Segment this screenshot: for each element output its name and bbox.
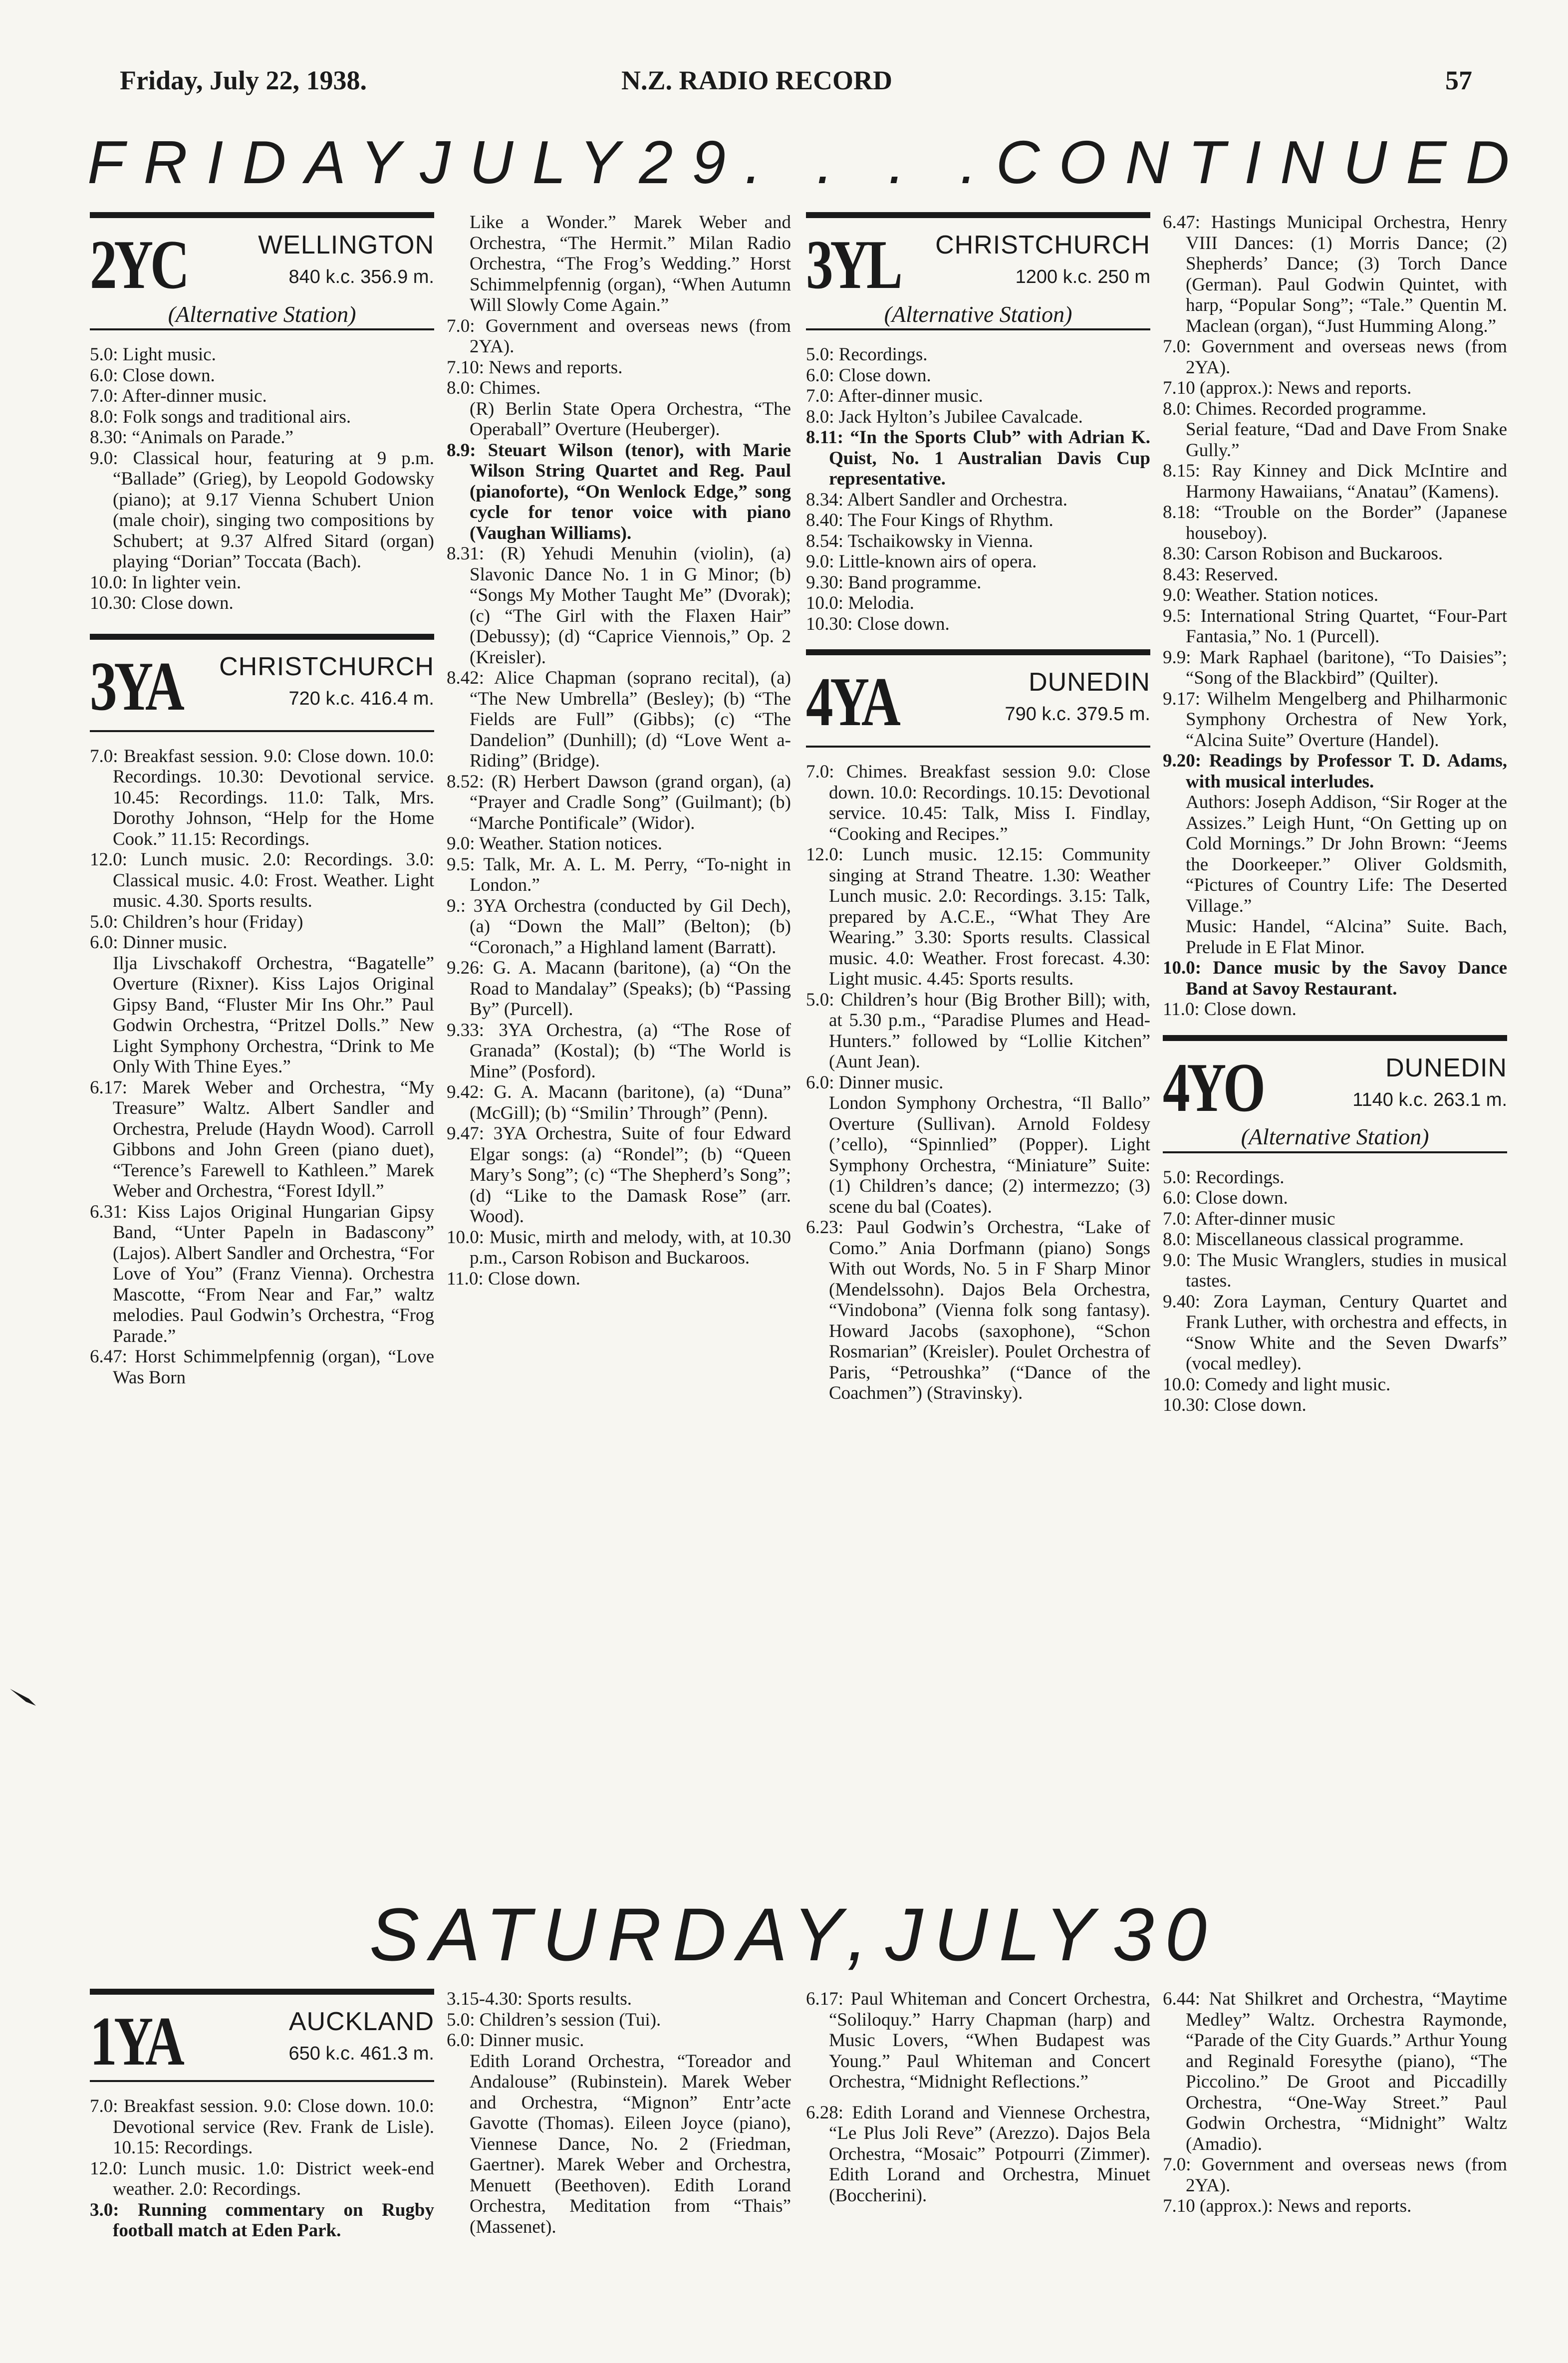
listing-entry: 7.0: Breakfast session. 9.0: Close down. 10.0: Devotional service (Rev. Frank de Lisle). 10.15: Recordings. (90, 2096, 434, 2158)
listing-entry: 8.30: Carson Robison and Buckaroos. (1163, 543, 1443, 564)
banner-word: . . . . (745, 128, 996, 196)
station-frequency: 720 k.c. 416.4 m. (288, 688, 434, 709)
station-frequency: 790 k.c. 379.5 m. (1005, 704, 1150, 725)
station-header-1ya (90, 1998, 434, 2082)
listing-entry: 8.0: Folk songs and traditional airs. (90, 406, 351, 427)
listing-entry: 8.54: Tschaikowsky in Vienna. (806, 530, 1034, 551)
listing-entry: 9.33: 3YA Orchestra, (a) “The Rose of Granada” (Kostal); (b) “The World is Mine” (Posford). (447, 1020, 791, 1082)
call-sign: 2YC (90, 226, 187, 303)
listing-entry: 8.31: (R) Yehudi Menuhin (violin), (a) Slavonic Dance No. 1 in G Minor; (b) “Songs My Mother Taught Me” (Dvorak); (c) “The Girl with the Flaxen Hair” (Debussy); (d) “Caprice Viennois,” Op. 2 (Kreisler). (447, 543, 791, 668)
listing-entry: 7.10 (approx.): News and reports. (1163, 378, 1412, 398)
listing-entry: (R) Berlin State Opera Orchestra, “The Operaball” Overture (Heuberger). (470, 398, 791, 440)
listing-entry: 7.10: News and reports. (447, 357, 623, 378)
listing-entry: 7.0: After-dinner music (1163, 1208, 1335, 1229)
listing-entry: 9.40: Zora Layman, Century Quartet and Frank Luther, with orchestra and effects, in “Snow White and the Seven Dwarfs” (vocal medley). (1163, 1291, 1507, 1374)
station-header-3ya (90, 643, 434, 732)
station-city: CHRISTCHURCH (935, 231, 1150, 260)
listing-entry: 6.0: Dinner music. (90, 932, 228, 953)
listing-entry: 5.0: Light music. (90, 344, 216, 365)
listing-entry: 5.0: Recordings. (1163, 1167, 1285, 1188)
listing-entry: 6.0: Dinner music. (806, 1072, 944, 1093)
listing-entry: 7.0: Government and overseas news (from 2YA). (1163, 336, 1507, 378)
listing-entry: 12.0: Lunch music. 12.15: Community singing at Strand Theatre. 1.30: Weather Lunch music. 2.0: Recordings. 3.15: Talk, prepared by A.C.E., “What They Are Wearing.” 3.30: Sports results. Classical music. 4.0: Weather. Frost forecast. 4.30: Light music. 4.45: Sports results. (806, 844, 1150, 989)
banner-word: CONTINUED (996, 128, 1529, 196)
alternative-station-label: (Alternative Station) (1241, 1124, 1429, 1149)
listing-entry: 10.0: Music, mirth and melody, with, at 10.30 p.m., Carson Robison and Buckaroos. (447, 1227, 791, 1268)
listing-entry: 6.0: Close down. (1163, 1188, 1288, 1208)
listing-entry: 7.0: Government and overseas news (from 2YA). (447, 315, 791, 357)
listing-entry: 11.0: Close down. (447, 1268, 580, 1289)
listing-entry: 6.0: Close down. (806, 365, 931, 386)
station-header-3yl (806, 221, 1150, 330)
call-sign: 4YA (806, 663, 898, 741)
listing-entry: 6.47: Horst Schimmelpfennig (organ), “Love Was Born (90, 1346, 434, 1388)
column-2 (447, 212, 791, 1289)
listing-entry: 8.11: “In the Sports Club” with Adrian K. Quist, No. 1 Australian Davis Cup representative. (806, 427, 1150, 489)
listing-entry: 7.10 (approx.): News and reports. (1163, 2196, 1412, 2216)
listing-entry: 9.30: Band programme. (806, 572, 982, 593)
issue-date: Friday, July 22, 1938. (120, 65, 367, 95)
listing-entry: 7.0: After-dinner music. (806, 386, 983, 406)
column-3 (806, 212, 1150, 1404)
banner-word: FRIDAY (87, 128, 420, 196)
listing-entry: 10.0: Comedy and light music. (1163, 1374, 1391, 1395)
listing-entry: 3.0: Running commentary on Rugby football match at Eden Park. (90, 2199, 434, 2241)
listing-entry: 12.0: Lunch music. 1.0: District week-end weather. 2.0: Recordings. (90, 2158, 434, 2199)
listing-entry: 6.28: Edith Lorand and Viennese Orchestra, “Le Plus Joli Reve” (Arezzo). Dajos Bela Orchestra, “Mosaic” Potpourri (Zimmer). Edith Lorand and Orchestra, Minuet (Boccherini). (806, 2102, 1150, 2206)
listing-entry: Ilja Livschakoff Orchestra, “Bagatelle” Overture (Rixner). Kiss Lajos Original Gipsy Band, “Fluster Mir Ins Ohr.” Paul Godwin Orchestra, “Pritzel Dolls.” New Light Symphony Orchestra, “Drink to Me Only With Thine Eyes.” (113, 953, 434, 1077)
station-city: CHRISTCHURCH (219, 652, 434, 681)
listing-entry: 12.0: Lunch music. 2.0: Recordings. 3.0: Classical music. 4.0: Frost. Weather. Light music. 4.30. Sports results. (90, 849, 434, 911)
listing-entry: Music: Handel, “Alcina” Suite. Bach, Prelude in E Flat Minor. (1186, 916, 1507, 958)
print-mark-icon (9, 1687, 37, 1707)
listing-entry: 8.18: “Trouble on the Border” (Japanese houseboy). (1163, 502, 1507, 543)
listing-entry: 9.5: International String Quartet, “Four-Part Fantasia,” No. 1 (Purcell). (1163, 605, 1507, 647)
saturday-column-4 (1163, 1989, 1507, 2217)
banner-word: SATURDAY, (369, 1892, 879, 1976)
listing-entry: Serial feature, “Dad and Dave From Snake Gully.” (1186, 419, 1507, 461)
friday-banner (87, 127, 1529, 197)
listing-entry: Authors: Joseph Addison, “Sir Roger at the Assizes.” Leigh Hunt, “On Getting up on Cold Mornings.” Dr John Brown: “Jeems the Doorkeeper.” Oliver Goldsmith, “Pictures of Country Life: The Deserted Village.” (1186, 792, 1507, 916)
listing-entry: 9.0: The Music Wranglers, studies in musical tastes. (1163, 1250, 1507, 1291)
station-city: DUNEDIN (1385, 1053, 1507, 1082)
listing-entry: 9.9: Mark Raphael (baritone), “To Daisies”; “Song of the Blackbird” (Quilter). (1163, 647, 1507, 688)
call-sign: 3YL (806, 226, 900, 303)
call-sign: 3YA (90, 647, 182, 725)
listing-entry: 10.30: Close down. (806, 613, 950, 634)
listing-entry: 6.0: Dinner music. (447, 2030, 584, 2051)
listing-entry: 8.52: (R) Herbert Dawson (grand organ), (a) “Prayer and Cradle Song” (Guilmant); (b) “Marche Pontificale” (Widor). (447, 771, 791, 833)
listing-entry: 10.30: Close down. (90, 593, 234, 613)
listing-entry: 9.47: 3YA Orchestra, Suite of four Edward Elgar songs: (a) “Rondel”; (b) “Queen Mary’s Song”; (c) “The Shepherd’s Song”; (d) “Like to the Damask Rose” (arr. Wood). (447, 1123, 791, 1227)
page-number: 57 (1445, 65, 1472, 95)
listing-entry: 5.0: Recordings. (806, 344, 928, 365)
listing-entry: 8.0: Miscellaneous classical programme. (1163, 1229, 1464, 1250)
listing-entry: 6.17: Marek Weber and Orchestra, “My Treasure” Waltz. Albert Sandler and Orchestra, Prelude (Haydn Wood). Carroll Gibbons and John Green (piano duet), “Terence’s Farewell to Kathleen.” Marek Weber and Orchestra, “Forest Idyll.” (90, 1077, 434, 1201)
banner-word: 29 (639, 128, 745, 196)
listing-entry: 6.0: Close down. (90, 365, 215, 386)
listing-entry: Edith Lorand Orchestra, “Toreador and Andalouse” (Rubinstein). Marek Weber and Orchestra, “Mignon” Entr’acte Gavotte (Thomas). Eileen Joyce (piano), Viennese Dance, No. 2 (Friedman, Gaertner). Marek Weber and Orchestra, Menuett (Beethoven). Edith Lorand Orchestra, Meditation from “Thais” (Massenet). (470, 2051, 791, 2237)
listing-entry: 3.15-4.30: Sports results. (447, 1989, 632, 2009)
banner-word: JULY (885, 1892, 1106, 1976)
listing-entry: London Symphony Orchestra, “Il Ballo” Overture (Sullivan). Arnold Foldesy (’cello), “Spinnlied” (Popper). Light Symphony Orchestra, “Miniature” Suite: (1) Children’s dance; (2) intermezzo; (3) scene du bal (Coates). (829, 1093, 1150, 1217)
listing-entry: 6.47: Hastings Municipal Orchestra, Henry VIII Dances: (1) Morris Dance; (2) Shepherds’ Dance; (3) Torch Dance (German). Paul Godwin Quintet, with harp, “Popular Song”; “Tale.” Quentin M. Maclean (organ), “Just Humming Along.” (1163, 212, 1507, 336)
station-frequency: 1140 k.c. 263.1 m. (1352, 1089, 1507, 1110)
listing-entry: 7.0: After-dinner music. (90, 386, 267, 406)
column-1 (90, 212, 434, 1388)
call-sign: 4YO (1163, 1049, 1263, 1126)
listing-entry: 8.0: Chimes. (447, 378, 541, 398)
station-city: WELLINGTON (258, 231, 434, 260)
listing-entry: 10.0: Dance music by the Savoy Dance Band at Savoy Restaurant. (1163, 958, 1507, 999)
listing-entry: 7.0: Government and overseas news (from 2YA). (1163, 2154, 1507, 2196)
listing-entry: 6.17: Paul Whiteman and Concert Orchestra, “Soliloquy.” Harry Chapman (harp) and Music Lovers, “When Budapest was Young.” Paul Whiteman and Concert Orchestra, “Midnight Reflections.” (806, 1989, 1150, 2092)
banner-word: JULY (420, 128, 639, 196)
call-sign: 1YA (90, 2003, 182, 2080)
station-frequency: 650 k.c. 461.3 m. (288, 2043, 434, 2064)
listing-entry: 9.5: Talk, Mr. A. L. M. Perry, “To-night in London.” (447, 854, 791, 895)
saturday-column-2 (447, 1989, 791, 2237)
listing-entry: 9.0: Weather. Station notices. (447, 833, 663, 854)
listing-entry: 10.0: Melodia. (806, 593, 914, 613)
listing-entry: 8.34: Albert Sandler and Orchestra. (806, 489, 1068, 510)
station-city: DUNEDIN (1029, 668, 1150, 697)
column-4 (1163, 212, 1507, 1416)
listing-entry: 9.: 3YA Orchestra (conducted by Gil Dech), (a) “Down the Mall” (Belton); (b) “Coronach,” a Highland lament (Barratt). (447, 895, 791, 958)
publication-name: N.Z. RADIO RECORD (621, 65, 893, 95)
running-header (120, 65, 1472, 105)
banner-word: 30 (1112, 1892, 1218, 1976)
listing-entry: 8.40: The Four Kings of Rhythm. (806, 510, 1053, 530)
saturday-column-3 (806, 1989, 1150, 2206)
saturday-banner (369, 1891, 1218, 1978)
listing-entry: 8.43: Reserved. (1163, 564, 1279, 585)
listing-entry: 9.42: G. A. Macann (baritone), (a) “Duna” (McGill); (b) “Smilin’ Through” (Penn). (447, 1082, 791, 1123)
station-header-4yo (1163, 1044, 1507, 1153)
listing-entry: 11.0: Close down. (1163, 999, 1297, 1020)
listing-entry: 9.0: Classical hour, featuring at 9 p.m. “Ballade” (Grieg), by Leopold Godowsky (piano); at 9.17 Vienna Schubert Union (male choir), singing two compositions by Schubert; at 9.37 Alfred Sitard (organ) playing “Dorian” Toccata (Bach). (90, 448, 434, 572)
station-header-4ya (806, 658, 1150, 748)
listing-entry: 8.15: Ray Kinney and Dick McIntire and Harmony Hawaiians, “Anatau” (Kamens). (1163, 461, 1507, 502)
saturday-column-1 (90, 1989, 434, 2241)
station-frequency: 1200 k.c. 250 m (1015, 266, 1150, 287)
listing-entry: Like a Wonder.” Marek Weber and Orchestra, “The Hermit.” Milan Radio Orchestra, “The Frog’s Wedding.” Horst Schimmelpfennig (organ), “When Autumn Will Slowly Come Again.” (470, 212, 791, 315)
listing-entry: 7.0: Breakfast session. 9.0: Close down. 10.0: Recordings. 10.30: Devotional service. 10.45: Recordings. 11.0: Talk, Mrs. Dorothy Johnson, “Help for the Home Cook.” 11.15: Recordings. (90, 746, 434, 849)
listing-entry: 9.20: Readings by Professor T. D. Adams, with musical interludes. (1163, 751, 1507, 792)
station-frequency: 840 k.c. 356.9 m. (288, 266, 434, 287)
listing-entry: 8.42: Alice Chapman (soprano recital), (a) “The New Umbrella” (Besley); (b) “The Fields are Full” (Gibbs); (c) “The Dandelion” (Dunhill); (d) “Love Went a-Riding” (Bridge). (447, 668, 791, 771)
listing-entry: 7.0: Chimes. Breakfast session 9.0: Close down. 10.0: Recordings. 10.15: Devotional service. 10.45: Talk, Miss I. Findlay, “Cooking and Recipes.” (806, 762, 1150, 844)
listing-entry: 8.0: Chimes. Recorded programme. (1163, 398, 1427, 419)
alternative-station-label: (Alternative Station) (884, 301, 1072, 327)
listing-entry: 9.17: Wilhelm Mengelberg and Philharmonic Symphony Orchestra of New York, “Alcina Suite” Overture (Handel). (1163, 688, 1507, 751)
listing-entry: 9.0: Weather. Station notices. (1163, 585, 1379, 605)
station-city: AUCKLAND (288, 2007, 434, 2036)
listing-entry: 6.23: Paul Godwin’s Orchestra, “Lake of Como.” Ania Dorfmann (piano) Songs With out Words, No. 5 in F Sharp Minor (Mendelssohn). Dajos Bela Orchestra, “Vindobona” (Vienna folk song fantasy). Howard Jacobs (saxophone), “Schon Rosmarian” (Kreisler). Poulet Orchestra of Paris, “Petroushka” (“Dance of the Coachmen”) (Stravinsky). (806, 1217, 1150, 1403)
listing-entry: 5.0: Children’s hour (Big Brother Bill); with, at 5.30 p.m., “Paradise Plumes and Head-Hunters.” followed by “Lollie Kitchen” (Aunt Jean). (806, 989, 1150, 1072)
listing-entry: 6.44: Nat Shilkret and Orchestra, “Maytime Medley” Waltz. Orchestra Raymonde, “Parade of the City Guards.” Arthur Young and Reginald Foresythe (piano), “The Piccolino.” De Groot and Piccadilly Orchestra, “One-Way Street.” Paul Godwin Orchestra, “Midnight” Waltz (Amadio). (1163, 1989, 1507, 2154)
alternative-station-label: (Alternative Station) (168, 301, 356, 327)
listing-entry: 8.30: “Animals on Parade.” (90, 427, 293, 448)
listing-entry: 10.0: In lighter vein. (90, 572, 242, 593)
listing-entry: 9.0: Little-known airs of opera. (806, 551, 1037, 572)
listing-entry: 6.31: Kiss Lajos Original Hungarian Gipsy Band, “Unter Papeln in Badascony” (Lajos). Albert Sandler and Orchestra, “For Love of You” (Franz Vienna). Orchestra Mascotte, “From Near and Far,” waltz melodies. Paul Godwin’s Orchestra, “Frog Parade.” (90, 1201, 434, 1346)
listing-entry: 9.26: G. A. Macann (baritone), (a) “On the Road to Mandalay” (Speaks); (b) “Passing By” (Purcell). (447, 958, 791, 1020)
listing-entry: 8.9: Steuart Wilson (tenor), with Marie Wilson String Quartet and Reg. Paul (pianoforte), “On Wenlock Edge,” song cycle for tenor voice with piano (Vaughan Williams). (447, 440, 791, 543)
listing-entry: 5.0: Children’s hour (Friday) (90, 911, 303, 932)
listing-entry: 10.30: Close down. (1163, 1395, 1307, 1415)
listing-entry: 5.0: Children’s session (Tui). (447, 2009, 661, 2030)
station-header-2yc (90, 221, 434, 330)
listing-entry: 8.0: Jack Hylton’s Jubilee Cavalcade. (806, 406, 1083, 427)
